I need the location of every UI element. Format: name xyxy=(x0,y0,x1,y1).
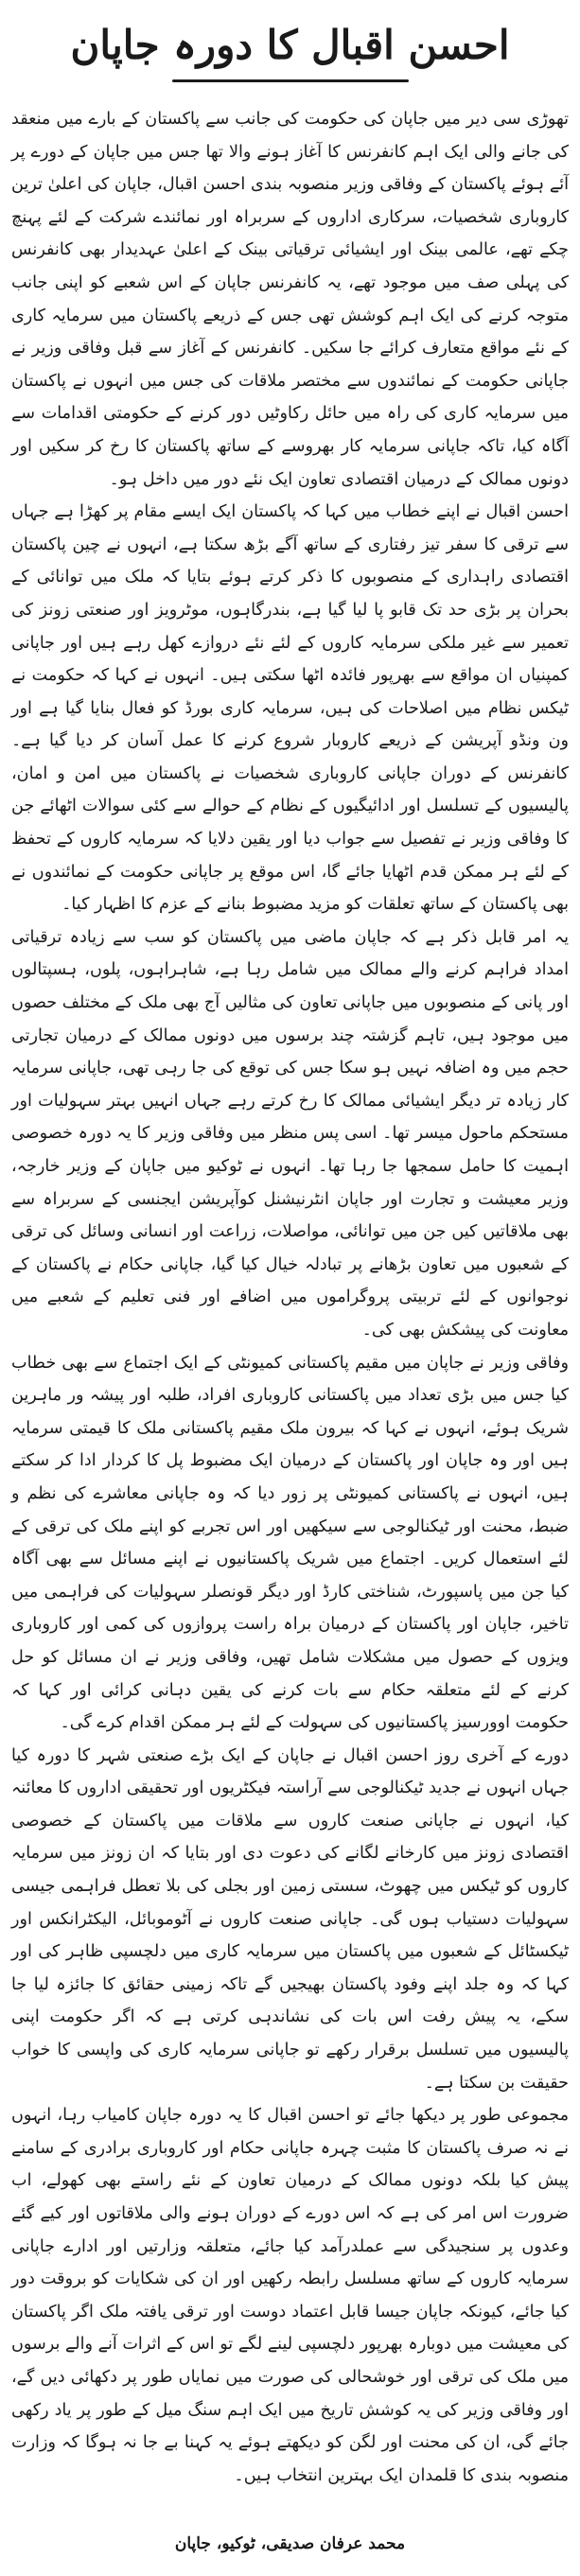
article-byline: محمد عرفان صدیقی، ٹوکیو، جاپان xyxy=(174,2534,406,2554)
article-paragraph: مجموعی طور پر دیکھا جائے تو احسن اقبال کا یہ دورہ جاپان کامیاب رہا، انہوں نے نہ صرف پاکستان کا مثبت چہرہ جاپانی حکام اور کاروباری برادری کے سامنے پیش کیا بلکہ دونوں ممالک کے درمیان تعاون کے نئے راستے بھی کھولے، اب ضرورت اس امر کی ہے کہ اس دورے کے دوران ہونے والی ملاقاتوں اور کیے گئے وعدوں پر سنجیدگی سے عملدرآمد کیا جائے، متعلقہ وزارتیں اور ادارے جاپانی سرمایہ کاروں کے ساتھ مسلسل رابطہ رکھیں اور ان کی شکایات کو بروقت دور کیا جائے، کیونکہ جاپان جیسا قابل اعتماد دوست اور ترقی یافتہ ملک اگر پاکستان کی معیشت میں دوبارہ بھرپور دلچسپی لینے لگے تو اس کے اثرات آنے والے برسوں میں ملک کی ترقی اور خوشحالی کی صورت میں نمایاں طور پر دکھائی دیں گے، اور وفاقی وزیر کی یہ کوشش تاریخ میں ایک اہم سنگ میل کے طور پر یاد رکھی جائے گی، ان کی محنت اور لگن کو دیکھتے ہوئے یہ کہنا بے جا نہ ہوگا کہ وزارت منصوبہ بندی کا قلمدان ایک بہترین انتخاب ہیں۔ xyxy=(11,2106,569,2485)
article-paragraph: یہ امر قابل ذکر ہے کہ جاپان ماضی میں پاکستان کو سب سے زیادہ ترقیاتی امداد فراہم کرنے والے ممالک میں شامل رہا ہے، شاہراہوں، پلوں، ہسپتالوں اور پانی کے منصوبوں میں جاپانی تعاون کی مثالیں آج بھی ملک کے مختلف حصوں میں موجود ہیں، تاہم گزشتہ چند برسوں میں دونوں ممالک کے درمیان تجارتی حجم میں وہ اضافہ نہیں ہو سکا جس کی توقع کی جا رہی تھی، جاپانی سرمایہ کار زیادہ تر دیگر ایشیائی ممالک کا رخ کرتے رہے جہاں انہیں بہتر سہولیات اور مستحکم ماحول میسر تھا۔ اسی پس منظر میں وفاقی وزیر کا یہ دورہ خصوصی اہمیت کا حامل سمجھا جا رہا تھا۔ انہوں نے ٹوکیو میں جاپان کے وزیر خارجہ، وزیر معیشت و تجارت اور جاپان انٹرنیشنل کوآپریشن ایجنسی کے سربراہ سے بھی ملاقاتیں کیں جن میں توانائی، مواصلات، زراعت اور انسانی وسائل کی ترقی کے شعبوں میں تعاون بڑھانے پر تبادلہ خیال کیا گیا، جاپانی حکام نے پاکستان کے نوجوانوں کے لئے تربیتی پروگراموں میں اضافے اور فنی تعلیم کے شعبے میں معاونت کی پیشکش بھی کی۔ xyxy=(11,927,569,1340)
headline-underline xyxy=(172,79,409,82)
article-body xyxy=(11,103,569,2492)
article-paragraph: تھوڑی سی دیر میں جاپان کی حکومت کی جانب سے پاکستان کے بارے میں منعقد کی جانے والی ایک اہم کانفرنس کا آغاز ہونے والا تھا جس میں جاپان کے دورے پر آئے ہوئے پاکستان کے وفاقی وزیر منصوبہ بندی احسن اقبال، جاپان کی اعلیٰ ترین کاروباری شخصیات، سرکاری اداروں کے سربراہ اور نمائندے شرکت کے لئے پہنچ چکے تھے، عالمی بینک اور ایشیائی ترقیاتی بینک کے اعلیٰ عہدیدار بھی کانفرنس کی پہلی صف میں موجود تھے، یہ کانفرنس جاپان کے اس شعبے کو اپنی جانب متوجہ کرنے کی ایک اہم کوشش تھی جس کے ذریعے پاکستان میں سرمایہ کاری کے نئے مواقع متعارف کرائے جا سکیں۔ کانفرنس کے آغاز سے قبل وفاقی وزیر نے جاپانی حکومت کے نمائندوں سے مختصر ملاقات کی جس میں انہوں نے پاکستان میں سرمایہ کاری کی راہ میں حائل رکاوٹیں دور کرنے کے حکومتی اقدامات سے آگاہ کیا، تاکہ جاپانی سرمایہ کار بھروسے کے ساتھ پاکستان کا رخ کر سکیں اور دونوں ممالک کے درمیان اقتصادی تعاون ایک نئے دور میں داخل ہو۔ xyxy=(11,110,569,489)
article-paragraph: دورے کے آخری روز احسن اقبال نے جاپان کے ایک بڑے صنعتی شہر کا دورہ کیا جہاں انہوں نے جدید ٹیکنالوجی سے آراستہ فیکٹریوں اور تحقیقی اداروں کا معائنہ کیا، انہوں نے جاپانی صنعت کاروں سے ملاقات میں پاکستان کے خصوصی اقتصادی زونز میں کارخانے لگانے کی دعوت دی اور بتایا کہ ان زونز میں سرمایہ کاروں کو ٹیکس میں چھوٹ، سستی زمین اور بجلی کی بلا تعطل فراہمی جیسی سہولیات دستیاب ہوں گی۔ جاپانی صنعت کاروں نے آٹوموبائل، الیکٹرانکس اور ٹیکسٹائل کے شعبوں میں پاکستان میں سرمایہ کاری میں دلچسپی ظاہر کی اور کہا کہ وہ جلد اپنے وفود پاکستان بھیجیں گے تاکہ زمینی حقائق کا جائزہ لیا جا سکے، یہ پیش رفت اس بات کی نشاندہی کرتی ہے کہ اگر حکومت اپنی پالیسیوں میں تسلسل برقرار رکھے تو جاپانی سرمایہ کاری کی واپسی کا خواب حقیقت بن سکتا ہے۔ xyxy=(11,1745,569,2093)
article-headline: احسن اقبال کا دورہ جاپان xyxy=(70,22,510,68)
article-paragraph: احسن اقبال نے اپنے خطاب میں کہا کہ پاکستان ایک ایسے مقام پر کھڑا ہے جہاں سے ترقی کا سفر تیز رفتاری کے ساتھ آگے بڑھ سکتا ہے، انہوں نے چین پاکستان اقتصادی راہداری کے منصوبوں کا ذکر کرتے ہوئے بتایا کہ ملک میں توانائی کے بحران پر بڑی حد تک قابو پا لیا گیا ہے، بندرگاہوں، موٹرویز اور صنعتی زونز کی تعمیر سے غیر ملکی سرمایہ کاروں کے لئے نئے دروازے کھل رہے ہیں اور جاپانی کمپنیاں ان مواقع سے بھرپور فائدہ اٹھا سکتی ہیں۔ انہوں نے کہا کہ حکومت نے ٹیکس نظام میں اصلاحات کی ہیں، سرمایہ کاری بورڈ کو فعال بنایا گیا ہے اور ون ونڈو آپریشن کے ذریعے کاروبار شروع کرنے کا عمل آسان کر دیا گیا ہے۔ کانفرنس کے دوران جاپانی کاروباری شخصیات نے پاکستان میں امن و امان، پالیسیوں کے تسلسل اور ادائیگیوں کے نظام کے حوالے سے کئی سوالات اٹھائے جن کا وفاقی وزیر نے تفصیل سے جواب دیا اور یقین دلایا کہ سرمایہ کاروں کے تحفظ کے لئے ہر ممکن قدم اٹھایا جائے گا، اس موقع پر جاپانی حکومت کے نمائندوں نے بھی پاکستان کے ساتھ تعلقات کو مزید مضبوط بنانے کے عزم کا اظہار کیا۔ xyxy=(11,502,569,915)
article-paragraph: وفاقی وزیر نے جاپان میں مقیم پاکستانی کمیونٹی کے ایک اجتماع سے بھی خطاب کیا جس میں بڑی تعداد میں پاکستانی کاروباری افراد، طلبہ اور پیشہ ور ماہرین شریک ہوئے، انہوں نے کہا کہ بیرون ملک مقیم پاکستانی ملک کا قیمتی سرمایہ ہیں اور وہ جاپان اور پاکستان کے درمیان ایک مضبوط پل کا کردار ادا کر سکتے ہیں، انہوں نے پاکستانی کمیونٹی پر زور دیا کہ وہ جاپانی معاشرے کی نظم و ضبط، محنت اور ٹیکنالوجی سے سیکھیں اور اس تجربے کو اپنے ملک کی ترقی کے لئے استعمال کریں۔ اجتماع میں شریک پاکستانیوں نے اپنے مسائل سے بھی آگاہ کیا جن میں پاسپورٹ، شناختی کارڈ اور دیگر قونصلر سہولیات کی فراہمی میں تاخیر، جاپان اور پاکستان کے درمیان براہ راست پروازوں کی کمی اور کاروباری ویزوں کے حصول میں مشکلات شامل تھیں، وفاقی وزیر نے ان مسائل کو حل کرنے کے لئے متعلقہ حکام سے بات کرنے کی یقین دہانی کرائی اور کہا کہ حکومت اوورسیز پاکستانیوں کی سہولت کے لئے ہر ممکن اقدام کرے گی۔ xyxy=(11,1353,569,1733)
